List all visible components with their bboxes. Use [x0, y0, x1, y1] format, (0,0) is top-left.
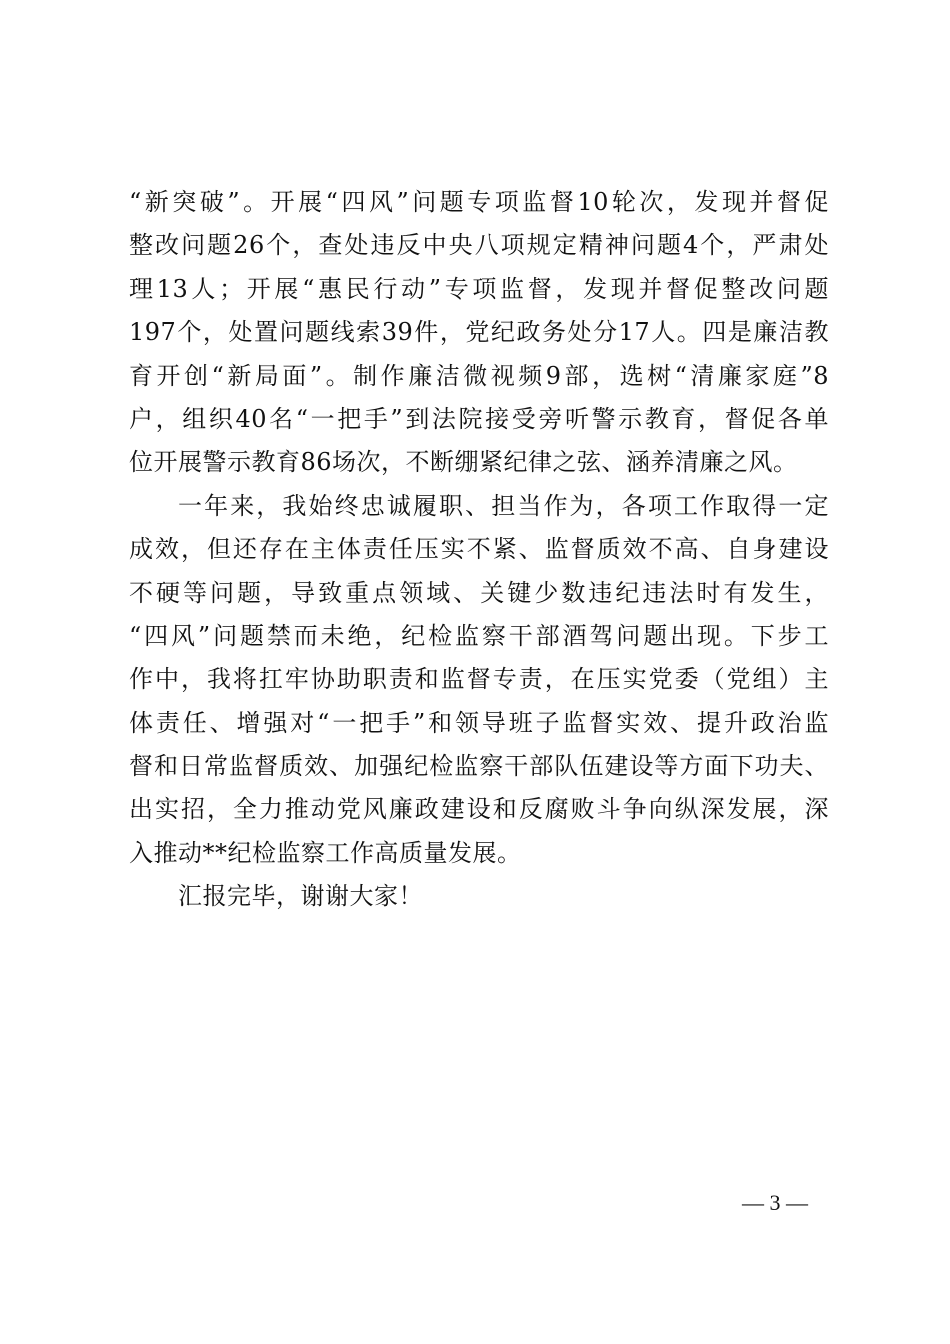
text-line: 育开创“新局面”。制作廉洁微视频9部，选树“清廉家庭”8 — [129, 361, 829, 390]
text-line: 体责任、增强对“一把手”和领导班子监督实效、提升政治监 — [129, 708, 829, 737]
page-number: — 3 — — [742, 1190, 808, 1215]
text-line: 作中，我将扛牢协助职责和监督专责，在压实党委（党组）主 — [129, 665, 829, 694]
text-line: 197个，处置问题线索39件，党纪政务处分17人。四是廉洁教 — [129, 318, 829, 347]
text-line: “四风”问题禁而未绝，纪检监察干部酒驾问题出现。下步工 — [129, 621, 829, 650]
text-line: 一年来，我始终忠诚履职、担当作为，各项工作取得一定 — [178, 491, 829, 520]
text-line: 督和日常监督质效、加强纪检监察干部队伍建设等方面下功夫、 — [129, 752, 829, 781]
text-line: 汇报完毕，谢谢大家！ — [178, 882, 423, 911]
text-line: “新突破”。开展“四风”问题专项监督10轮次，发现并督促 — [129, 188, 829, 216]
text-line: 整改问题26个，查处违反中央八项规定精神问题4个，严肃处 — [129, 231, 829, 260]
text-line: 户，组织40名“一把手”到法院接受旁听警示教育，督促各单 — [129, 404, 829, 433]
text-line: 入推动**纪检监察工作高质量发展。 — [129, 838, 522, 867]
text-line: 理13人；开展“惠民行动”专项监督，发现并督促整改问题 — [129, 274, 829, 303]
text-line: 不硬等问题，导致重点领域、关键少数违纪违法时有发生， — [129, 578, 829, 607]
text-line: 成效，但还存在主体责任压实不紧、监督质效不高、自身建设 — [129, 535, 829, 564]
text-line: 位开展警示教育86场次，不断绷紧纪律之弦、涵养清廉之风。 — [129, 448, 798, 477]
text-line: 出实招，全力推动党风廉政建设和反腐败斗争向纵深发展，深 — [129, 795, 829, 824]
document-body — [129, 181, 829, 919]
